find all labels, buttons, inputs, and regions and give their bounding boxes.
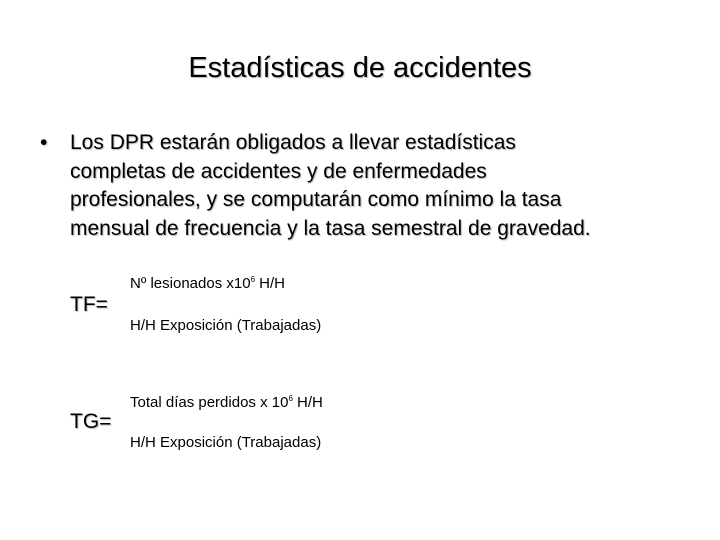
tf-denominator: H/H Exposición (Trabajadas) xyxy=(130,317,322,334)
tf-label: TF= xyxy=(70,293,108,316)
tg-numerator-exponent: 6 xyxy=(288,394,293,403)
tf-numerator-text: Nº lesionados x10 xyxy=(130,275,251,292)
bullet-icon: • xyxy=(40,131,48,154)
bullet-line-4: mensual de frecuencia y la tasa semestral de gravedad. xyxy=(70,216,591,240)
bullet-paragraph xyxy=(40,129,680,243)
tf-numerator xyxy=(130,274,285,294)
bullet-line-1: Los DPR estarán obligados a llevar estadísticas xyxy=(70,131,516,154)
bullet-line-2: completas de accidentes y de enfermedades xyxy=(70,159,487,183)
tg-label: TG= xyxy=(70,410,112,433)
tf-numerator-unit: H/H xyxy=(255,275,286,292)
bullet-line-3: profesionales, y se computarán como mínimo la tasa xyxy=(70,188,562,211)
tg-denominator: H/H Exposición (Trabajadas) xyxy=(130,434,322,451)
tg-numerator-text: Total días perdidos x 10 xyxy=(130,394,289,411)
tg-numerator-unit: H/H xyxy=(292,394,323,411)
tg-numerator xyxy=(130,393,323,413)
page-title: Estadísticas de accidentes xyxy=(188,52,532,84)
tf-numerator-exponent: 6 xyxy=(250,275,256,284)
